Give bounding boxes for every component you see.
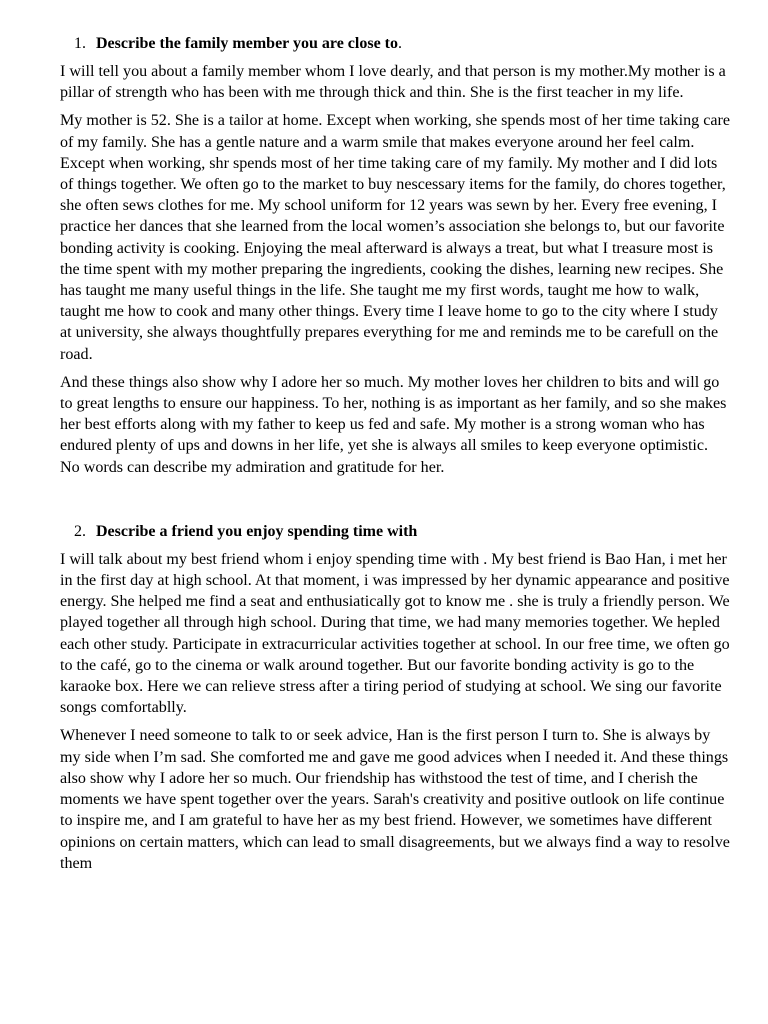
paragraph: Whenever I need someone to talk to or seek advice, Han is the first person I turn to. She is always by my side when I’m sad. She comforted me and gave me good advices when I needed it. And these things also show why I adore her so much. Our friendship has withstood the test of time, and I cherish the moments we have spent together over the years. Sarah's creativity and positive outlook on life continue to inspire me, and I am grateful to have her as my best friend. However, we sometimes have different opinions on certain matters, which can lead to small disagreements, but we always find a way to resolve them [60,727,730,872]
paragraph: I will tell you about a family member whom I love dearly, and that person is my mother.My mother is a pillar of strength who has been with me through thick and thin. She is the first teacher in my life. [60,63,726,102]
section-title: Describe a friend you enjoy spending time with [96,522,418,540]
paragraph: My mother is 52. She is a tailor at home. Except when working, she spends most of her time taking care of my family. She has a gentle nature and a warm smile that makes everyone around her feel calm. Except when working, shr spends most of her time taking care of my family. My mother and I did lots of things together. We often go to the market to buy nescessary items for the family, do chores together, she often sews clothes for me. My school uniform for 12 years was sewn by her. Every free evening, I practice her dances that she learned from the local women’s association she belongs to, but our favorite bonding activity is cooking. Enjoying the meal afterward is always a treat, but what I treasure most is the time spent with my mother preparing the ingredients, cooking the dishes, learning new recipes. She has taught me many useful things in the life. She taught me my first words, taught me how to walk, taught me how to cook and many other things. Every time I leave home to go to the city where I study at university, she always thoughtfully prepares everything for me and reminds me to be carefull on the road. [60,112,730,363]
section-heading [74,33,730,54]
section-number: 1. [74,35,86,52]
section-number: 2. [74,522,86,540]
section-heading [74,521,730,542]
section-friend [60,521,730,874]
section-title: Describe the family member you are close to [96,35,398,52]
section-family-member [60,33,730,478]
paragraph: I will talk about my best friend whom i enjoy spending time with . My best friend is Bao Han, i met her in the first day at high school. At that moment, i was impressed by her dynamic appearance and positive energy. She helped me find a seat and enthusiatically got to know me . she is truly a friendly person. We played together all through high school. During that time, we had many memories together. We hepled each other study. Participate in extracurricular activities together at school. In our free time, we often go to the café, go to the cinema or walk around together. But our favorite bonding activity is go to the karaoke box. Here we can relieve stress after a tiring period of studying at school. We sing our favorite songs comfortablly. [60,550,730,717]
section-title-suffix: . [398,35,402,52]
paragraph: And these things also show why I adore her so much. My mother loves her children to bits and will go to great lengths to ensure our happiness. To her, nothing is as important as her family, and so she makes her best efforts along with my father to keep us fed and safe. My mother is a strong woman who has endured plenty of ups and downs in her life, yet she is always all smiles to keep everyone optimistic. No words can describe my admiration and gratitude for her. [60,373,727,476]
document-page [60,33,730,874]
